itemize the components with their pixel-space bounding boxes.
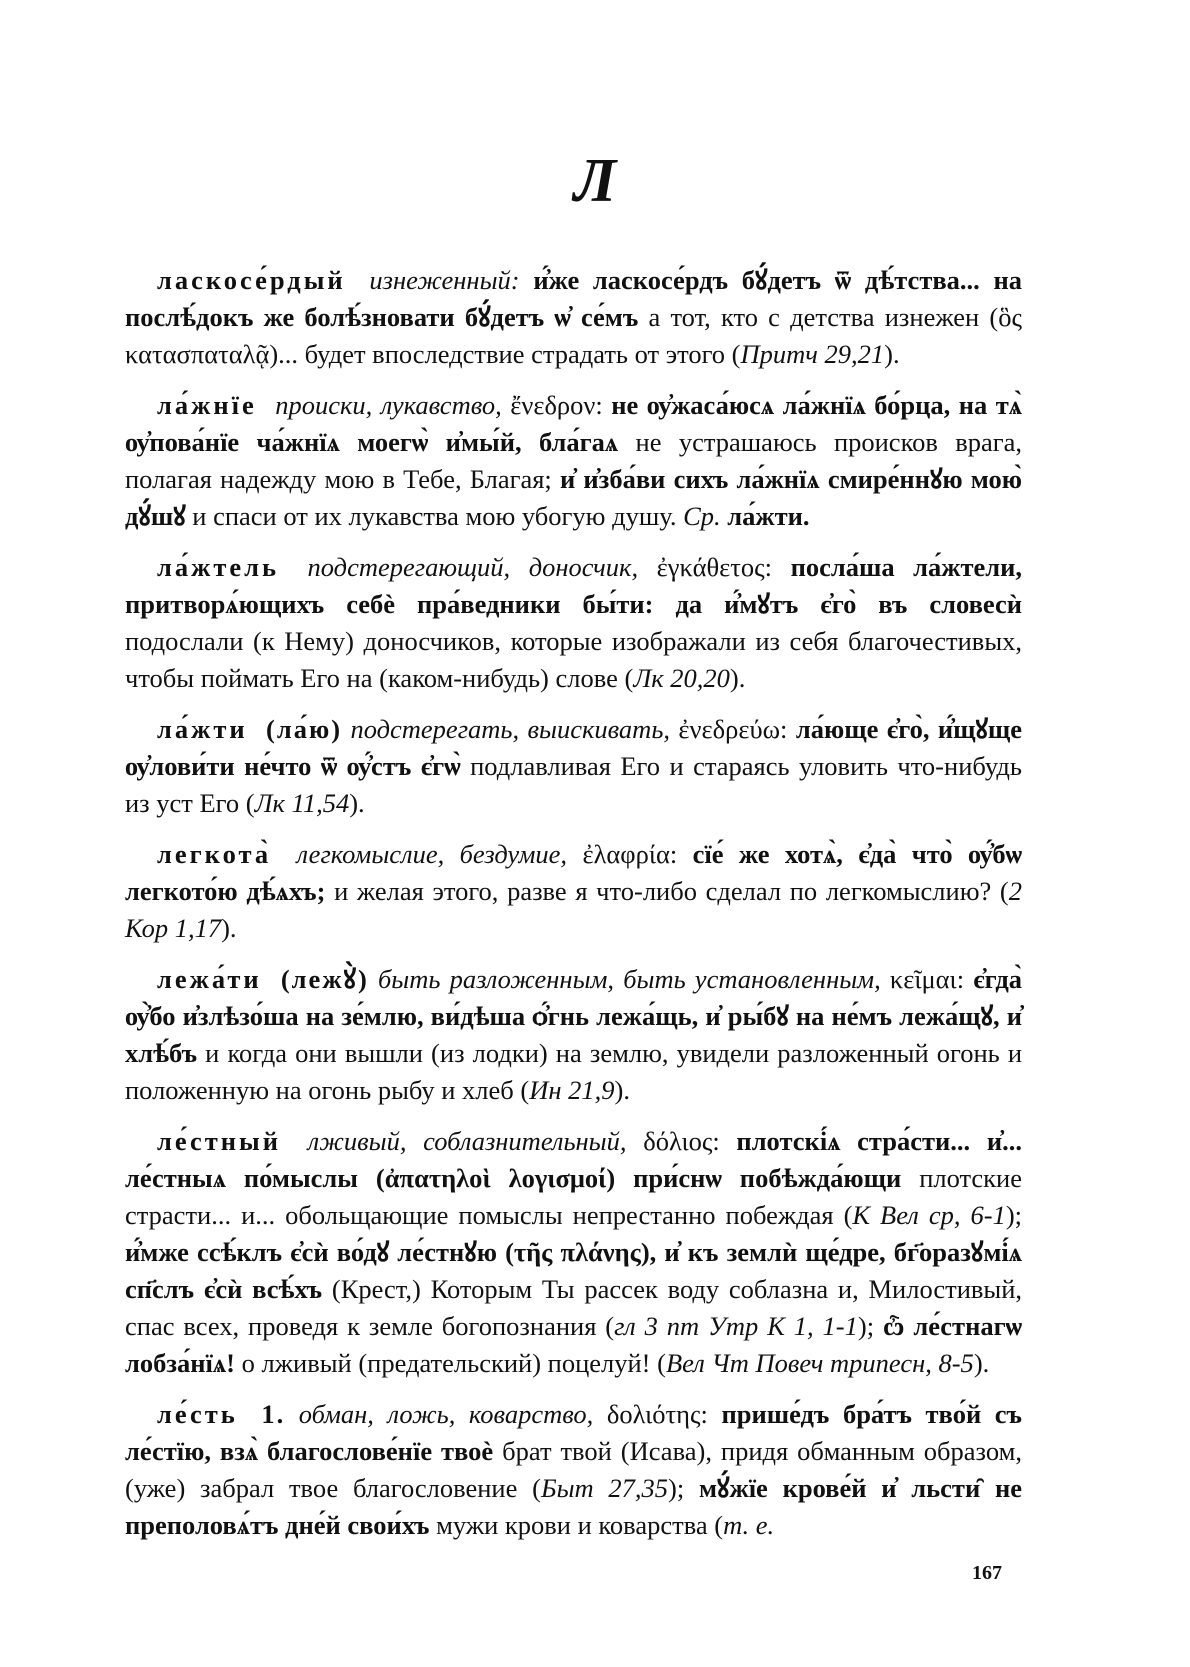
- church-slavonic-quote: ѽ ле́стнагѡ лобза́нїѧ!: [125, 1311, 1023, 1378]
- russian-text: подослали (к Нему) доносчиков, которые изображали из себя благочестивых, чтобы поймать Его на (каком-нибудь) слове (: [125, 626, 1022, 693]
- church-slavonic-quote: и҆́мже ссѣ́клъ є҆сѝ во́дꙋ ле́стнꙋю (τῆς πλάνης), и҆ къ землѝ ще́дре, бг҃орaзꙋмі́ѧ сп҃слъ є҆сѝ всѣ́хъ: [125, 1237, 1022, 1304]
- russian-text: и спаси от их лукавства мою убогую душу.: [192, 501, 677, 531]
- translation: лживый, соблазнительный,: [307, 1126, 627, 1156]
- punct: ).: [729, 663, 746, 693]
- russian-text: о лживый (предательский) поцелуй! (: [241, 1348, 666, 1378]
- source-ref: Притч 29,21: [740, 339, 885, 369]
- headword-form: (лежꙋ̀): [280, 964, 369, 994]
- greek-term: ἔνεδρον:: [510, 390, 603, 420]
- source-ref: 2 Кор 1,17: [125, 876, 1022, 943]
- punct: ).: [614, 1075, 630, 1105]
- translation: подстерегать, выискивать,: [350, 714, 671, 744]
- greek-term: ἐγκάθετος:: [656, 552, 773, 582]
- translation: изнеженный:: [369, 265, 520, 295]
- entry-list: [125, 262, 1022, 1558]
- translation: легкомыслие, бездумие,: [296, 839, 568, 869]
- church-slavonic-quote: не ѹ҆жаса́юсѧ ла́жнїѧ бо́рца, на тѧ̀ ѹ҆пова́нїе ча́жнїѧ моегѡ̀ и҆мы́й, бла́гаѧ: [125, 390, 1023, 457]
- entry-laskoserdyi: [125, 262, 1022, 373]
- entry-lest: [125, 1396, 1022, 1544]
- entry-lestnyi: [125, 1123, 1022, 1382]
- entry-legkota: [125, 836, 1022, 947]
- headword-form: (ла́ю): [266, 714, 343, 744]
- russian-text: а тот, кто с детства изнежен (ὃς κατασπαταλᾷ)... будет впоследствие страдать от этого (: [125, 302, 1022, 369]
- russian-text: и когда они вышли (из лодки) на землю, увидели разложенный огонь и положенную на огонь рыбу и хлеб (: [125, 1038, 1022, 1105]
- greek-term: ἐλαφρία:: [582, 839, 678, 869]
- source-ref: гл 3 пт Утр К 1, 1-1: [614, 1311, 858, 1341]
- russian-text: мужи крови и коварства (: [436, 1510, 724, 1540]
- translation: подстерегающий, доносчик,: [307, 552, 639, 582]
- headword: ла́жти: [157, 714, 248, 744]
- headword: ла́жнїе: [157, 390, 257, 420]
- church-slavonic-quote: и҆́же ласкосе́рдъ бꙋ́детъ ѿ дѣ́тства... на послѣ́докъ же болѣ́зновати бꙋ́детъ ѡ҆ се́мъ: [125, 265, 1023, 332]
- russian-text: подлавливая Его и стараясь уловить что-нибудь из уст Его (: [125, 751, 1022, 818]
- headword: ла́жтель: [157, 552, 279, 582]
- headword: ле́сть: [157, 1399, 238, 1429]
- entry-lazhtel: [125, 549, 1022, 697]
- cross-ref-label: Ср.: [683, 501, 721, 531]
- section-letter: Л: [573, 147, 617, 215]
- source-ref: Лк 20,20: [633, 663, 730, 693]
- translation: обман, ложь, коварство,: [298, 1399, 594, 1429]
- greek-term: δολιότης:: [606, 1399, 708, 1429]
- punct: );: [857, 1311, 875, 1341]
- russian-text: брат твой (Исава), придя обманным образом, (уже) забрал твое благословение (: [125, 1436, 1023, 1503]
- church-slavonic-quote: мꙋ́жїе крове́й и҆ льсти̑ не преполовѧ́тъ дне́й свои́хъ: [125, 1473, 1022, 1540]
- source-ref: Вел Чт Повеч трипесн, 8-5: [665, 1348, 974, 1378]
- church-slavonic-quote: и҆ и҆зба́ви сихъ ла́жнїѧ смире́ннꙋю мою̀ дꙋ́шꙋ: [125, 464, 1023, 531]
- church-slavonic-quote: плотскі́ѧ стра́сти... и҆... ле́стныѧ по́мыслы (ἀπατηλοὶ λογισμοί) при́снѡ побѣжда́ющи: [125, 1126, 1022, 1193]
- punct: );: [668, 1473, 685, 1503]
- church-slavonic-quote: сїе́ же хотѧ̀, є҆да̀ что̀ ѹ҆́бѡ легкото́ю дѣ́ѧхъ;: [125, 839, 1023, 906]
- page-number: 167: [972, 1562, 1002, 1584]
- headword: лежа́ти: [157, 964, 262, 994]
- entry-lezhati: [125, 961, 1022, 1109]
- greek-term: κεῖμαι:: [889, 964, 965, 994]
- church-slavonic-quote: прише́дъ бра́тъ тво́й съ ле́стїю, взѧ̀ благослове́нїе твоѐ: [125, 1399, 1022, 1466]
- translation: происки, лукавство,: [275, 390, 502, 420]
- russian-text: не устрашаюсь происков врага, полагая надежду мою в Тебе, Благая;: [125, 427, 1022, 494]
- source-ref: Ин 21,9: [529, 1075, 615, 1105]
- greek-term: δόλιος:: [643, 1126, 720, 1156]
- punct: ).: [349, 788, 365, 818]
- russian-text: плотские страсти... и... обольщающие помыслы непрестанно побеждая (: [125, 1163, 1022, 1230]
- church-slavonic-quote: ла́юще є҆го̀, и҆́щꙋще ѹ҆лови́ти не́что ѿ ѹ҆́стъ є҆гѡ̀: [125, 714, 1023, 781]
- headword: ласкосе́рдый: [157, 265, 346, 295]
- church-slavonic-quote: посла́ша ла́жтели, притворѧ́ющихъ себѐ пра́ведники бы́ти: да и҆́мꙋтъ є҆го̀ въ словесѝ: [125, 552, 1022, 619]
- source-ref: К Вел ср, 6-1: [852, 1200, 1006, 1230]
- punct: ).: [973, 1348, 990, 1378]
- russian-text-italic: т. е.: [723, 1510, 775, 1540]
- translation: быть разложенным, быть установленным,: [377, 964, 881, 994]
- punct: ).: [884, 339, 900, 369]
- source-ref: Быт 27,35: [540, 1473, 669, 1503]
- punct: ).: [221, 913, 237, 943]
- entry-lazhnie: [125, 387, 1022, 535]
- cross-ref-word: ла́жти.: [727, 501, 810, 531]
- entry-lazhti: [125, 711, 1022, 822]
- russian-text: (Крест,) Которым Ты рассек воду соблазна и, Милостивый, спас всех, проведя к земле богопознания (: [125, 1274, 1022, 1341]
- sense-number: 1.: [261, 1399, 286, 1429]
- source-ref: Лк 11,54: [254, 788, 350, 818]
- russian-text: и желая этого, разве я что-либо сделал по легкомыслию? (: [334, 876, 1009, 906]
- punct: );: [1005, 1200, 1023, 1230]
- headword: ле́стный: [157, 1126, 281, 1156]
- greek-term: ἐνεδρεύω:: [678, 714, 788, 744]
- church-slavonic-quote: є҆гда̀ ѹ҆̀бо и҆злѣзо́ша на зе́млю, ви́дѣша ѻ҆́гнь лежа́щь, и҆ ры́бꙋ на не́мъ лежа́щꙋ, и҆ хлѣ́бъ: [125, 964, 1023, 1068]
- headword: легкота̀: [157, 839, 272, 869]
